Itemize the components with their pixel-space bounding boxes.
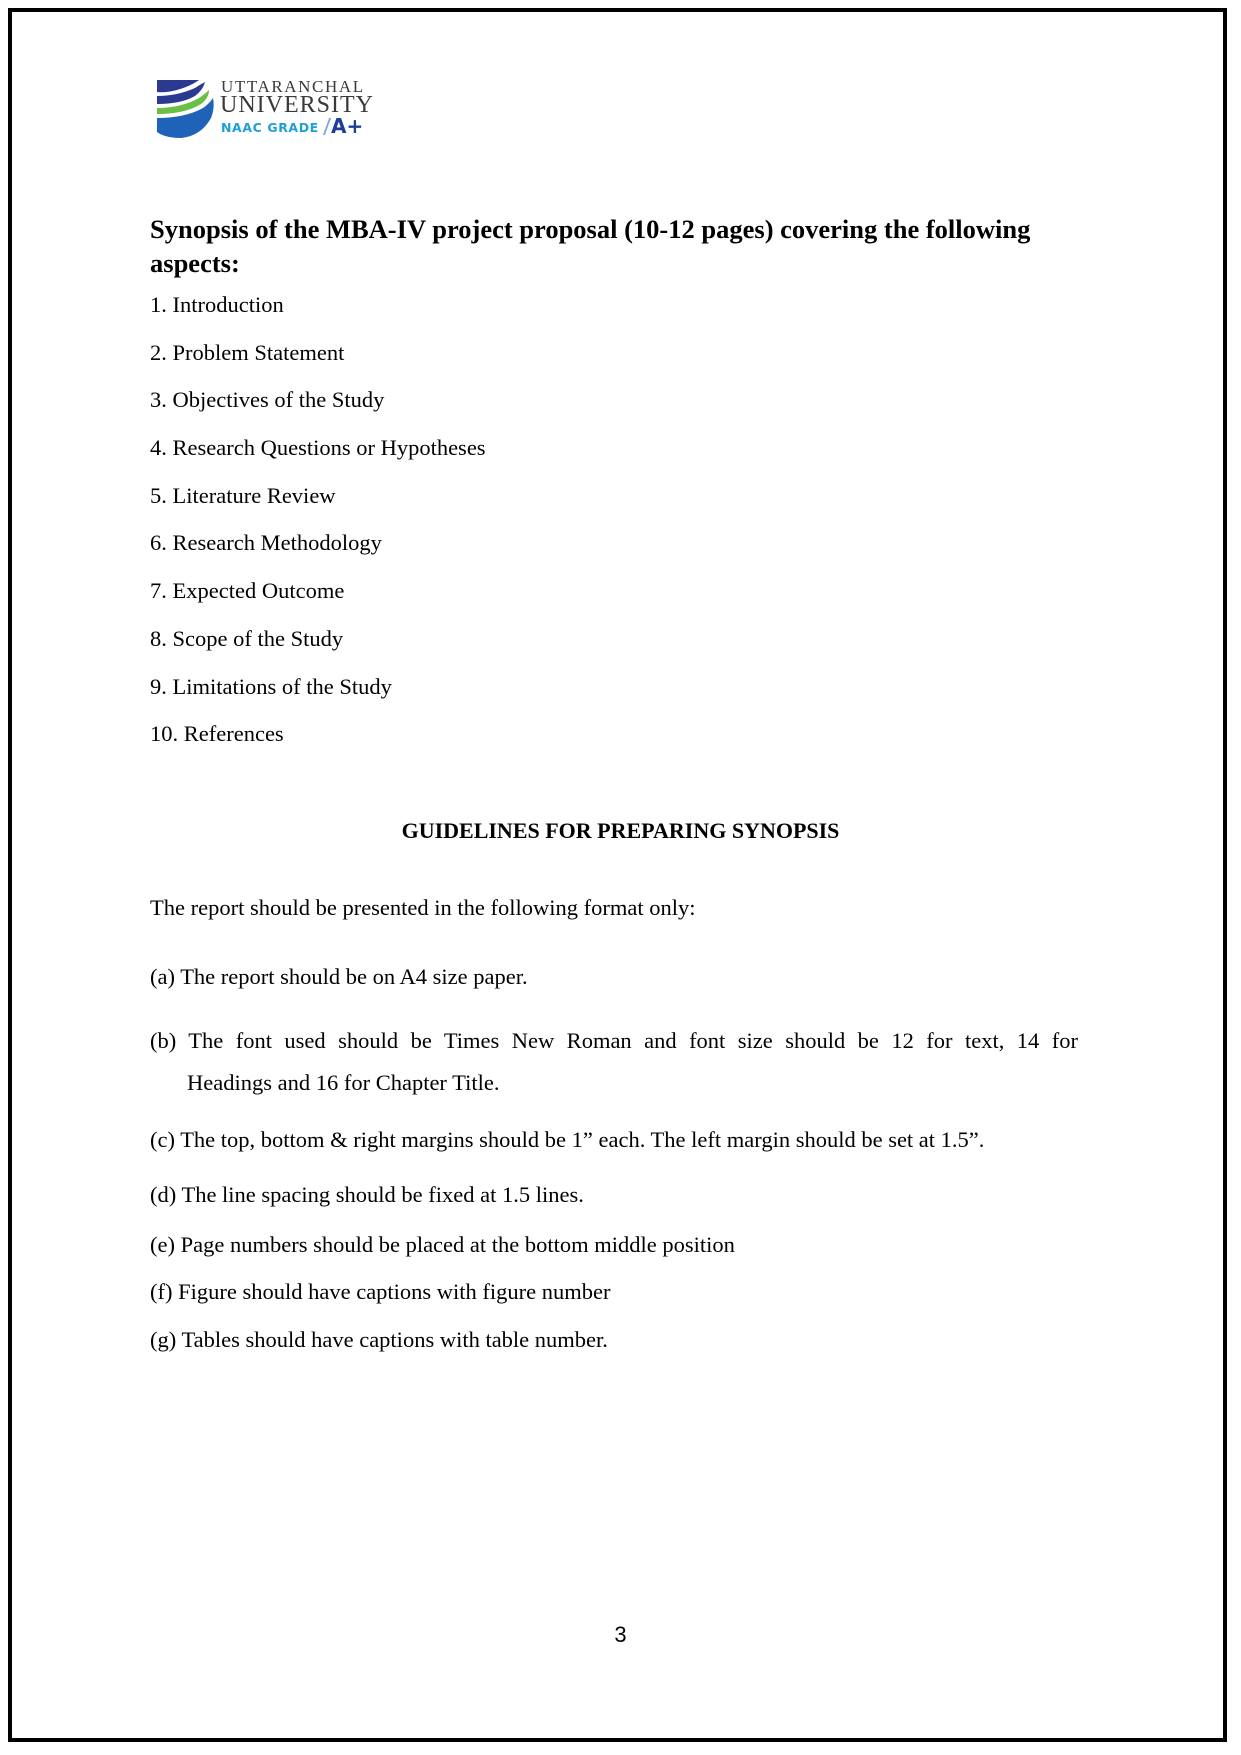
logo-line2: UNIVERSITY [220,92,374,118]
aspect-item: 5. Literature Review [150,482,336,508]
guideline-item-c: (c) The top, bottom & right margins should be 1” each. The left margin should be set at 1.5”. [150,1127,985,1152]
aspect-item: 7. Expected Outcome [150,578,345,604]
aspect-item: 9. Limitations of the Study [150,673,392,699]
guideline-item-g: (g) Tables should have captions with table number. [150,1327,608,1352]
logo-grade: A+ [331,114,364,138]
guideline-item-a: (a) The report should be on A4 size paper. [150,964,528,989]
aspect-item: 1. Introduction [150,292,284,317]
guideline-item-e: (e) Page numbers should be placed at the bottom middle position [150,1232,735,1257]
aspect-item: 10. References [150,721,284,747]
guidelines-intro: The report should be presented in the following format only: [150,895,696,920]
university-logo [155,77,374,143]
aspect-item: 3. Objectives of the Study [150,387,385,413]
aspect-item: 6. Research Methodology [150,530,382,556]
guideline-item-b-continued: Headings and 16 for Chapter Title. [187,1070,500,1095]
logo-line1: UTTARANCHAL [221,77,365,96]
logo-accreditation: NAAC GRADE [221,120,319,135]
aspects-list [150,292,486,769]
page-number: 3 [614,1622,627,1647]
guideline-item-d: (d) The line spacing should be fixed at 1.5 lines. [150,1182,584,1207]
document-title: Synopsis of the MBA-IV project proposal (10-12 pages) covering the following aspects: [150,214,1031,278]
logo-divider [323,118,331,135]
aspect-item: 4. Research Questions or Hypotheses [150,435,486,461]
aspect-item: 2. Problem Statement [150,339,345,365]
guideline-item-f: (f) Figure should have captions with figure number [150,1279,611,1304]
aspect-item: 8. Scope of the Study [150,625,344,651]
university-emblem-icon [155,78,217,140]
guidelines-heading: GUIDELINES FOR PREPARING SYNOPSIS [401,818,840,843]
guideline-item-b: (b) The font used should be Times New Roman and font size should be 12 for text, 14 for [150,1028,1078,1053]
